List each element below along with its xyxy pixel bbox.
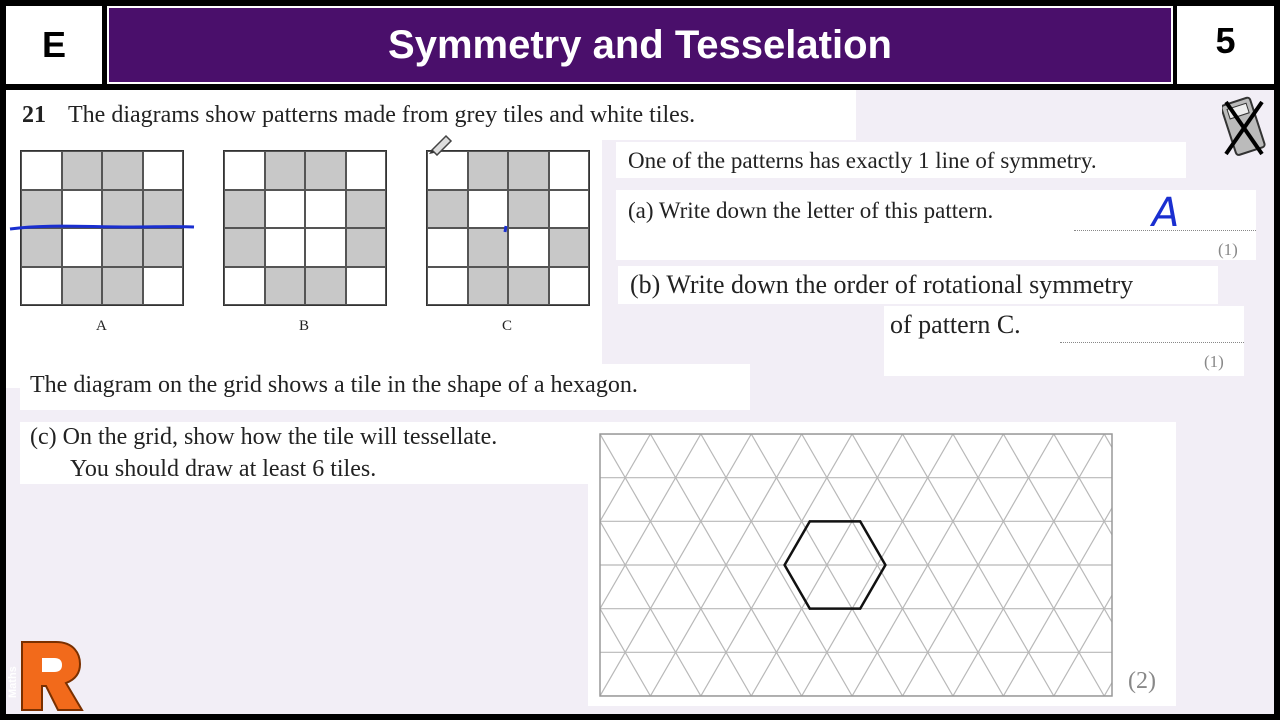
pattern-tile <box>427 228 468 267</box>
symmetry-statement: One of the patterns has exactly 1 line of symmetry. <box>628 148 1097 173</box>
question-number: 21 <box>22 102 46 128</box>
pattern-tile <box>549 267 590 306</box>
pattern-tile <box>224 228 265 267</box>
pattern-tile <box>102 151 143 190</box>
pattern-tile <box>305 267 346 306</box>
pattern-tile <box>468 190 509 229</box>
r-maths-logo <box>8 636 86 714</box>
part-b-marks: (1) <box>1204 352 1224 371</box>
pattern-a-label: A <box>96 318 107 334</box>
part-c-marks: (2) <box>1128 668 1156 694</box>
pattern-tile <box>62 151 103 190</box>
pattern-tile <box>346 151 387 190</box>
pattern-tile <box>62 267 103 306</box>
pattern-tile <box>508 228 549 267</box>
part-c-text-line2: You should draw at least 6 tiles. <box>70 456 377 482</box>
question-intro: The diagrams show patterns made from grey tiles and white tiles. <box>68 102 696 128</box>
part-a-handwritten-answer: A <box>1152 190 1180 236</box>
pen-mark <box>502 224 510 236</box>
pattern-b-label: B <box>299 318 310 334</box>
pattern-tile <box>549 190 590 229</box>
pattern-tile <box>427 267 468 306</box>
no-calculator-icon <box>1222 96 1266 158</box>
pattern-tile <box>346 267 387 306</box>
question-sheet <box>6 90 1274 714</box>
pattern-tile <box>346 190 387 229</box>
pattern-tile <box>427 190 468 229</box>
pattern-tile <box>508 151 549 190</box>
pattern-tile <box>346 228 387 267</box>
marks-total: 5 <box>1177 6 1274 84</box>
part-b-text-line2: of pattern C. <box>890 310 1021 339</box>
pattern-tile <box>21 151 62 190</box>
pattern-tile <box>305 151 346 190</box>
pattern-tile <box>143 151 184 190</box>
grade-label: E <box>6 6 102 84</box>
pattern-tile <box>102 267 143 306</box>
pattern-tile <box>143 267 184 306</box>
pattern-c-label: C <box>502 318 513 334</box>
pattern-tile <box>468 151 509 190</box>
triangular-grid[interactable] <box>598 432 1114 698</box>
part-b-text-line1: (b) Write down the order of rotational symmetry <box>630 270 1134 299</box>
pattern-tile <box>549 151 590 190</box>
pattern-tile <box>305 190 346 229</box>
pattern-b-grid <box>223 150 387 306</box>
symmetry-line-annotation <box>6 210 206 240</box>
part-a-text: (a) Write down the letter of this pattern. <box>628 198 994 223</box>
pattern-tile <box>305 228 346 267</box>
pattern-tile <box>224 267 265 306</box>
pattern-tile <box>508 267 549 306</box>
pattern-tile <box>427 151 468 190</box>
pen-cursor-icon <box>426 130 456 156</box>
pattern-tile <box>21 267 62 306</box>
pattern-tile <box>265 151 306 190</box>
pattern-tile <box>265 190 306 229</box>
part-a-marks: (1) <box>1218 240 1238 259</box>
page-title: Symmetry and Tesselation <box>107 6 1173 84</box>
pattern-tile <box>508 190 549 229</box>
hexagon-intro: The diagram on the grid shows a tile in the shape of a hexagon. <box>30 372 638 398</box>
part-b-answer-line <box>1060 342 1244 343</box>
pattern-tile <box>265 228 306 267</box>
pattern-tile <box>468 267 509 306</box>
logo-text: Maths <box>8 666 19 698</box>
pattern-tile <box>224 190 265 229</box>
pattern-tile <box>224 151 265 190</box>
part-c-text-line1: (c) On the grid, show how the tile will tessellate. <box>30 424 498 450</box>
pattern-tile <box>265 267 306 306</box>
pattern-tile <box>549 228 590 267</box>
